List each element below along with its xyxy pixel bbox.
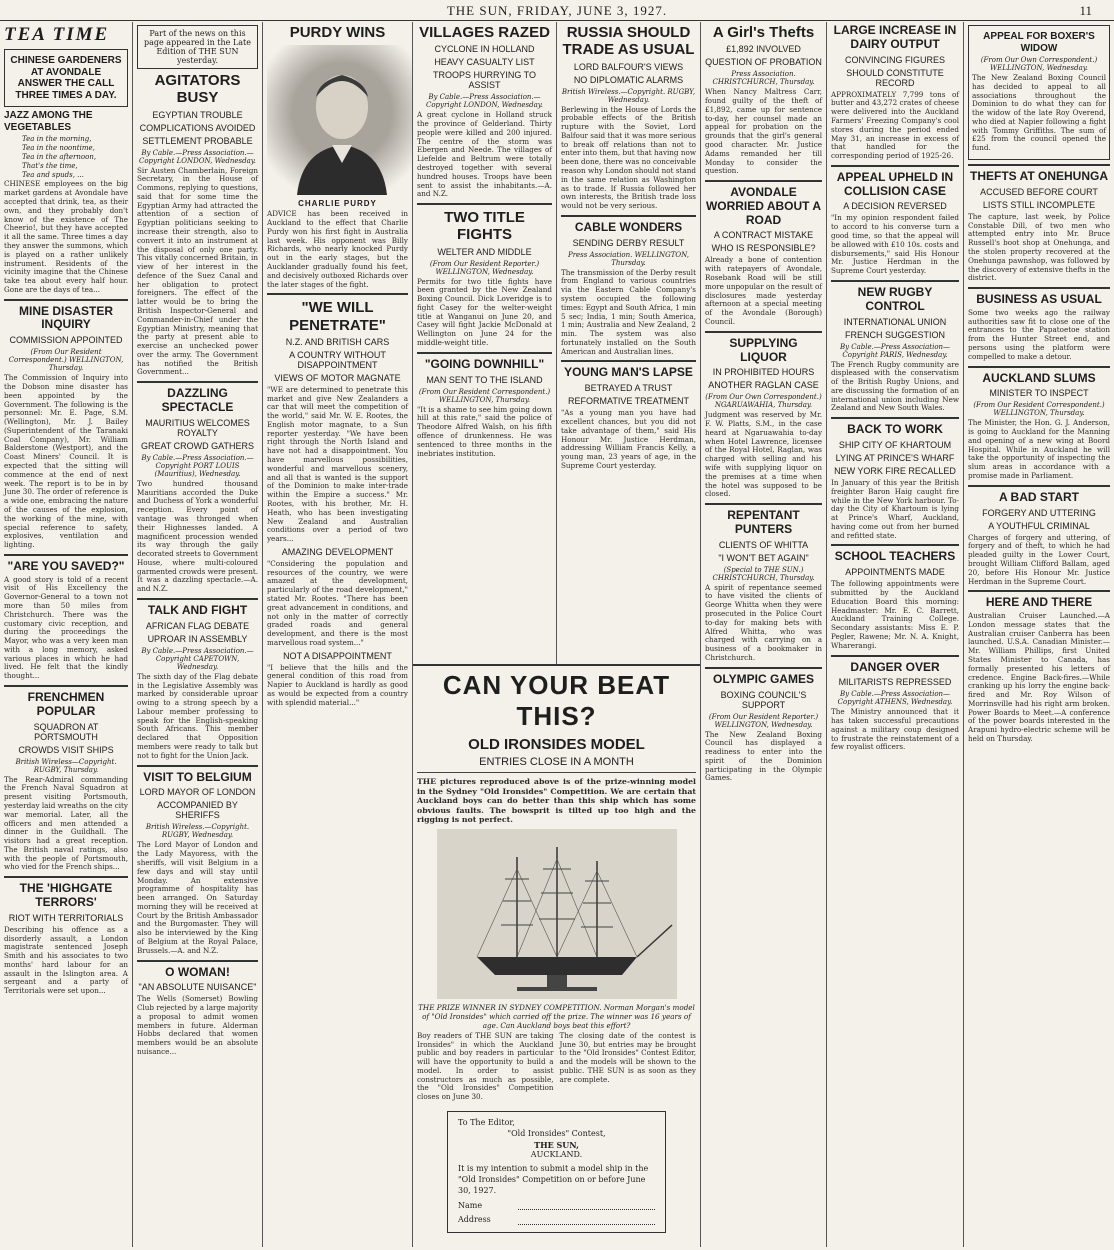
- column-2: [133, 22, 262, 1247]
- belgium-subheading: LORD MAYOR OF LONDON: [139, 787, 256, 798]
- masthead: [0, 0, 1114, 21]
- article-body: The Rear-Admiral commanding the French Naval Squadron at present visiting Portsmouth, yesterday laid wreaths on the city war memorial. Later, all the officers and men attended a dinner in the Guildhall. The visitors had a great reception. The British naval ratings, also with the people of Portsmouth, who vied for the French ships...: [4, 774, 128, 872]
- avondale-heading: AVONDALE WORRIED ABOUT A ROAD: [705, 185, 822, 227]
- widow-heading: APPEAL FOR BOXER'S WIDOW: [983, 31, 1095, 54]
- article-body: Already a bone of contention with ratepayers of Avondale, Rosebank Road will be still more unpopular on the result of disclosures made yesterday afternoon at a special meeting of the Avondale (Borough) Council.: [705, 255, 822, 326]
- dairy-heading: LARGE INCREASE IN DAIRY OUTPUT: [833, 23, 957, 51]
- divider: [4, 685, 128, 687]
- entry-coupon: [447, 1111, 666, 1233]
- article-body: In January of this year the British freighter Baron Haig caught fire while in the New York harbour. To-day the City of Khartoum is lying at Prince's Wharf, Auckland, having come out from her burned and refitted state.: [831, 477, 959, 540]
- feature-subheading: ENTRIES CLOSE IN A MONTH: [479, 756, 634, 769]
- article-body: "It is a shame to see him going down hill at this rate," said the police of Theodore Alfred Walsh, on his fifth offence of drunkenness. He was sentenced to three months in the inebriates institution.: [417, 404, 552, 458]
- poem-line: Tea in the morning,: [22, 135, 92, 143]
- russia-heading: RUSSIA SHOULD TRADE AS USUAL: [562, 24, 695, 59]
- column-6: [701, 22, 826, 1247]
- dateline: By Cable.—Press Association.—Copyright CAPETOWN, Wednesday.: [141, 646, 254, 671]
- divider: [561, 360, 696, 362]
- can-you-beat-this-feature: [413, 664, 700, 1247]
- dateline: (From Our Own Correspondent.) WELLINGTON, Wednesday.: [980, 56, 1098, 72]
- article-body: ADVICE has been received in Auckland to the effect that Charlie Purdy won his first fight in Australia last week. His opponent was Billy Richards, who nearly knocked Purdy out in the early stages, but the Aucklander gradually found his feet, and decisively outboxed Richards over the later stages of the fight.: [267, 209, 408, 289]
- article-body: Berlewing in the House of Lords the probable effects of the British rupture with the Soviet, Lord Balfour said that it was more serious to break off relations than not to enter into them, but that having now been done, there was no conceivable reason why London should not stand in the same relation as Washington as to trade. If Russia followed her own interests, the British trade loss would not be very serious.: [561, 104, 696, 211]
- article-body: Boy readers of THE SUN are taking Ironsides" in which the Auckland public and boy readers in particular will have the opportunity to build a model. In order to assist constructors as much as possible, the "Old Ironsides" Competition closes on June 30.: [417, 1030, 554, 1102]
- divider: [417, 203, 552, 205]
- poem-line: That's the time,: [22, 162, 78, 171]
- article-body: CHINESE employees on the big market gardens at Avondale have accepted that drink, tea, as their own, and they probably don't know of the existence of The Cheerio!, but they have accepted it all the same. Three times a day they answer the summons, which is played on a rather unlikely instrument. Residents of the vicinity imagine that the Chinese take tea about every half hour. Gone are the days of tea...: [4, 179, 128, 294]
- work-subheading: SHIP CITY OF KHARTOUM: [838, 439, 952, 450]
- article-body: The Wells (Somerset) Bowling Club rejected by a large majority a proposal to admit women members in future. Alderman Hobbs declared that women members would be an absolute nuisance...: [137, 994, 258, 1057]
- saved-heading: "ARE YOU SAVED?": [7, 558, 125, 573]
- feature-columns: [417, 1032, 696, 1105]
- talk-subheading: UPROAR IN ASSEMBLY: [147, 633, 248, 644]
- widow-box: [968, 25, 1110, 160]
- avondale-subheading: WHO IS RESPONSIBLE?: [711, 243, 816, 254]
- russia-subheading: LORD BALFOUR'S VIEWS: [573, 61, 684, 72]
- dateline: By Cable.—Press Association—Copyright ATHENS, Wednesday.: [837, 690, 953, 707]
- divider: [137, 381, 258, 383]
- mine-subheading: COMMISSION APPOINTED: [9, 335, 123, 346]
- dateline: Press Association. CHRISTCHURCH, Thursday.: [712, 70, 815, 87]
- article-body: The New Zealand Boxing Council has displayed a readiness to enter into the spirit of the Dominion participating in the Olympic Games.: [705, 729, 822, 783]
- onehunga-subheading: ACCUSED BEFORE COURT: [980, 186, 1098, 197]
- belgium-subheading: ACCOMPANIED BY SHERIFFS: [157, 800, 238, 821]
- onehunga-subheading: LISTS STILL INCOMPLETE: [982, 199, 1096, 210]
- article-body: When Nancy Maltress Carr, found guilty of the theft of £1,892, came up for sentence to-day, her counsel made an appeal for probation on the grounds that the girl's general good character. Mr. Justice Adams remanded her till Monday to consider the question.: [705, 87, 822, 176]
- name-blank[interactable]: [518, 1201, 655, 1210]
- coupon-contest: "Old Ironsides" Contest,: [507, 1128, 606, 1138]
- olympic-heading: OLYMPIC GAMES: [713, 671, 814, 686]
- masthead-title: THE SUN, FRIDAY, JUNE 3, 1927.: [446, 3, 668, 18]
- divider: [831, 280, 959, 282]
- dateline: British Wireless.—Copyright. RUGBY, Wednesday.: [145, 823, 250, 840]
- article-body: Two hundred thousand Mauritians accorded the Duke and Duchess of York a wonderful reception. Every point of vantage was thronged when their Highnesses landed. A magnificent procession wended its way through the gaily decorated streets to Government House, where multi-coloured garmented crowds were present. It was a dazzling spectacle.—A. and N.Z.: [137, 478, 258, 594]
- penetrate-subheading: A COUNTRY WITHOUT DISAPPOINTMENT: [289, 349, 386, 370]
- article-body: A great cyclone in Holland struck the province of Gelderland. Thirty people were killed and 200 injured. The centre of the storm was Ebergen and Neede. The villages of Liefelde and Beltrum were totally destroyed together with several hundred houses. Troops have been sent to assist the inhabitants.—A. and N.Z.: [417, 110, 552, 199]
- coupon-name-field[interactable]: [458, 1201, 655, 1212]
- villages-subheading: HEAVY CASUALTY LIST: [434, 57, 535, 68]
- article-body: A spirit of repentance seemed to have visited the clients of George Whitta when they were prosecuted in the Police Court to-day for making bets with Alfred Whitta, who was charged with carrying on a business of a bookmaker in Christchurch.: [705, 582, 822, 662]
- agitators-subheading: COMPLICATIONS AVOIDED: [139, 122, 256, 133]
- divider: [968, 485, 1110, 487]
- teachers-heading: SCHOOL TEACHERS: [834, 549, 956, 564]
- bad-start-subheading: FORGERY AND UTTERING: [982, 507, 1096, 518]
- work-heading: BACK TO WORK: [847, 422, 943, 437]
- mine-heading: MINE DISASTER INQUIRY: [18, 303, 113, 332]
- column-1: [0, 22, 132, 1247]
- punters-subheading: "I WON'T BET AGAIN": [718, 552, 809, 563]
- article-body: The transmission of the Derby result from England to various countries via the Eastern Cable Company's system occupied the following times: Egypt and South Africa, 1 min 5 sec; India, 1 min; South America, 1 min; Australia and New Zealand, 2 min. The system was also fortunately installed on the South American and Australian lines.: [561, 267, 696, 356]
- ship-caption: THE PRIZE WINNER IN SYDNEY COMPETITION. Norman Morgan's model of "Old Ironsides" which carried off the prize. The winner was 16 years of age. Can Auckland boys beat this effort?: [418, 1002, 695, 1030]
- article-body: "Considering the population and resources of the country, we were amazed at the development, particularly of the road development," stated Mr. Rootes. "There has been great advancement in conditions, and not only in the matter of correctly graded roads and general development, and there is the most marvellous road system...": [267, 558, 408, 647]
- bad-start-subheading: A YOUTHFUL CRIMINAL: [988, 520, 1090, 531]
- punters-heading: REPENTANT PUNTERS: [727, 508, 800, 536]
- divider: [968, 366, 1110, 368]
- villages-subheading: TROOPS HURRYING TO ASSIST: [432, 70, 537, 91]
- divider: [968, 287, 1110, 289]
- article-body: Some two weeks ago the railway authorities saw fit to close one of the entrances to the Papatoetoe station from the Hunter Street end, and persons using the platform were compelled to make a detour.: [968, 307, 1110, 361]
- avondale-subheading: A CONTRACT MISTAKE: [713, 230, 814, 241]
- french-heading: FRENCHMEN POPULAR: [27, 690, 105, 718]
- article-body: Permits for two title fights have been granted by the New Zealand Boxing Council. Dick Loveridge is to fight Casey for the welter-weight title at Wanganui on June 20, and Casey will fight Jackie McDonald at Wellington on June 24 for the middle-weight title.: [417, 276, 552, 348]
- rugby-subheading: INTERNATIONAL UNION: [843, 316, 947, 327]
- divider: [968, 164, 1110, 166]
- article-body: A good story is told of a recent visit of His Excellency the Governor-General to a town not more than 50 miles from Christchurch. There was the customary civic reception, and during the proceedings the Mayor, who was a very keen man with a long memory, asked various places in which he had lived. He felt that the kindly thought...: [4, 574, 128, 681]
- slums-heading: AUCKLAND SLUMS: [982, 370, 1096, 385]
- dateline: (From Our Resident Reporter.) WELLINGTON, Wednesday.: [708, 712, 819, 729]
- dazzling-heading: DAZZLING SPECTACLE: [161, 386, 234, 415]
- article-body: Describing his offence as a disorderly assault, a London magistrate sentenced Joseph Smith and his associates to two months' hard labour for an assault in the Islington area. A sergeant and a party of Territorials were set upon...: [4, 924, 128, 996]
- divider: [417, 772, 696, 773]
- portrait-photo: [267, 45, 412, 195]
- tea-time-heading: TEA TIME: [4, 24, 110, 45]
- appeal-subheading: A DECISION REVERSED: [843, 201, 947, 212]
- article-body: The French Rugby community are displeased with the conservatism of the British Rugby Unions, and are discussing the formation of an international union including New Zealand and New South Wales.: [831, 359, 959, 413]
- downhill-heading: "GOING DOWNHILL": [424, 356, 545, 371]
- divider: [705, 180, 822, 182]
- lapse-subheading: REFORMATIVE TREATMENT: [567, 396, 689, 407]
- penetrate-subheading: VIEWS OF MOTOR MAGNATE: [274, 372, 401, 383]
- punters-subheading: CLIENTS OF WHITTA: [718, 539, 809, 550]
- title-fights-subheading: WELTER AND MIDDLE: [437, 246, 532, 257]
- coupon-address-label: Address: [458, 1215, 491, 1225]
- divider: [137, 598, 258, 600]
- lapse-heading: YOUNG MAN'S LAPSE: [564, 365, 693, 380]
- divider: [968, 590, 1110, 592]
- agitators-subheading: SETTLEMENT PROBABLE: [142, 135, 253, 146]
- divider: [705, 331, 822, 333]
- liquor-heading: SUPPLYING LIQUOR: [729, 335, 798, 364]
- agitators-heading: AGITATORS BUSY: [154, 72, 241, 107]
- talk-heading: TALK AND FIGHT: [147, 603, 248, 617]
- article-body: "In my opinion respondent failed to accord to his converse turn a good time, so that the appeal will be allowed with £10 10s. costs and disbursements," said His Honour Mr. Justice Herdman in the Supreme Court yesterday.: [831, 213, 959, 276]
- tea-time-subheading: CHINESE GARDENERS AT AVONDALE ANSWER THE CALL THREE TIMES A DAY.: [10, 55, 122, 101]
- poem-line: Tea in the afternoon,: [22, 153, 97, 162]
- coupon-city: AUCKLAND.: [530, 1150, 583, 1160]
- divider: [137, 765, 258, 767]
- divider: [831, 544, 959, 546]
- french-subheading: SQUADRON AT PORTSMOUTH: [33, 721, 99, 742]
- danger-subheading: MILITARISTS REPRESSED: [838, 677, 952, 688]
- dateline: (From Our Own Correspondent.) NGARUAWAHIA, Thursday.: [705, 393, 822, 410]
- woman-subheading: "AN ABSOLUTE NUISANCE": [138, 982, 257, 993]
- divider: [4, 554, 128, 556]
- divider: [267, 293, 408, 295]
- article-body: The New Zealand Boxing Council has decided to appeal to all associations throughout the Dominion to do what they can for the widow of the late Roy Overend, who died at Napier following a fight with Tommy Griffiths. The sum of £25 from the council opened the fund.: [972, 73, 1106, 153]
- divider: [705, 667, 822, 669]
- dateline: By Cable.—Press Association.—Copyright LONDON, Wednesday.: [138, 148, 256, 165]
- coupon-name-label: Name: [458, 1200, 483, 1210]
- rugby-heading: NEW RUGBY CONTROL: [857, 284, 933, 313]
- liquor-subheading: IN PROHIBITED HOURS: [712, 367, 815, 378]
- coupon-paper: THE SUN,: [534, 1139, 579, 1150]
- dateline: (Special to THE SUN.) CHRISTCHURCH, Thursday.: [712, 565, 815, 582]
- highgate-subheading: RIOT WITH TERRITORIALS: [8, 912, 124, 923]
- danger-heading: DANGER OVER: [850, 659, 940, 674]
- feature-heading: CAN YOUR BEAT THIS?: [442, 670, 671, 731]
- agitators-subheading: EGYPTIAN TROUBLE: [152, 109, 243, 120]
- lapse-subheading: BETRAYED A TRUST: [584, 383, 673, 394]
- column-3: [263, 22, 412, 1247]
- highgate-heading: THE 'HIGHGATE TERRORS': [19, 881, 113, 909]
- villages-heading: VILLAGES RAZED: [419, 24, 550, 41]
- divider: [561, 215, 696, 217]
- jazz-heading: JAZZ AMONG THE VEGETABLES: [4, 110, 93, 133]
- dairy-subheading: SHOULD CONSTITUTE RECORD: [846, 67, 944, 88]
- coupon-address-field[interactable]: [458, 1215, 655, 1226]
- appeal-heading: APPEAL UPHELD IN COLLISION CASE: [836, 169, 954, 198]
- french-subheading: CROWDS VISIT SHIPS: [18, 744, 114, 755]
- cable-heading: CABLE WONDERS: [574, 219, 683, 234]
- coupon-intent: It is my intention to submit a model ship in the "Old Ironsides" Competition on or before June 30, 1927.: [458, 1164, 649, 1195]
- villages-subheading: CYCLONE IN HOLLAND: [434, 44, 535, 55]
- page-number: 11: [1079, 3, 1092, 18]
- dazzling-subheading: GREAT CROWD GATHERS: [140, 440, 254, 451]
- tea-time-box: [4, 49, 128, 107]
- article-body: The Minister, the Hon. G. J. Anderson, is going to Auckland for the Manning and opening of a new wing at Boord Hospital. While in Auckland he will take the opportunity of inspecting the slum areas in accordance with a promise made in Parliament.: [968, 418, 1110, 481]
- article-body: Australian Cruiser Launched.—A London message states that the Australian cruiser Canberra has been launched. U.S.A. Canadian Minister.—Mr. William Phillips, first United States Minister to Canada, has formally presented his letters of credence. Engine Back-fires.—While cranking up his lorry the engine back-fired and Mr. Roy Wilson of Morrinsville had his right arm broken. Power Boards to Meet.—A conference of the power boards interested in the Arapuni hydro-electric scheme will be held on Thursday.: [968, 611, 1110, 744]
- address-blank[interactable]: [518, 1216, 655, 1225]
- dateline: (From Our Resident Correspondent.) WELLINGTON, Thursday.: [418, 387, 551, 404]
- ship-model-photo: [437, 829, 677, 999]
- teachers-subheading: APPOINTMENTS MADE: [845, 567, 945, 578]
- olympic-subheading: BOXING COUNCIL'S SUPPORT: [720, 689, 807, 710]
- article-body: The following appointments were submitted by the Auckland Education Board this morning: Headmaster: Mr. E. C. Barrett, Auckland Training College. Secondary assistants: Miss E. P. Pegler, Rawene; Mr. N. A. Knight, Wharerangi.: [831, 579, 959, 650]
- dateline: Press Association. WELLINGTON, Thursday.: [567, 250, 689, 267]
- here-there-heading: HERE AND THERE: [985, 595, 1093, 610]
- amazing-subheading: AMAZING DEVELOPMENT: [281, 546, 394, 557]
- article-body: Judgment was reserved by Mr. F. W. Platts, S.M., in the case heard at Ngaruawahia to-day when Hotel Lawrence, licensee of the Royal Hotel, Raglan, was charged with selling and his wife with supplying liquor on the premises at a time when the hotel was supposed to be closed.: [705, 410, 822, 499]
- article-body: APPROXIMATELY 7,799 tons of butter and 43,272 crates of cheese were delivered into the Auckland Farmers' Freezing Company's cool stores during the period ended May 31, an increase in excess of that handled for the corresponding period of 1925-26.: [831, 89, 959, 161]
- article-body: The capture, last week, by Police Constable Dill, of two men who attempted entry into Mr. Bruce Russell's boot shop at Onehunga, and the stolen property recovered at the Onehunga pawnshop, was followed by the discovery of extensive thefts in the district.: [968, 211, 1110, 283]
- tea-poem: [4, 135, 128, 180]
- bad-start-heading: A BAD START: [999, 489, 1079, 504]
- dateline: By Cable.—Press Association.—Copyright PORT LOUIS (Mauritius), Wednesday.: [141, 453, 254, 478]
- divider: [831, 417, 959, 419]
- divider: [831, 655, 959, 657]
- article-body: "I believe that the hills and the general condition of this road from Napier to Auckland is hardly as good as would be expected from a country with splendid material...": [267, 662, 408, 707]
- article-body: "WE are determined to penetrate this market and give New Zealanders a car that will meet the competition of the world," said Mr. W. E. Rootes, the English motor magnate, to a Sun reporter yesterday. "We have been right through the North Island and have not had a disappointment. You have marvellous possibilities, wonderful and marvellous scenery, and all that is wanted is the support of the Dominion to make inter-trade within the Empire a success." Mr. Rootes, with his brother, Mr. H. Heath, who has been investigating New Zealand and Australian conditions over a period of two years...: [267, 384, 408, 544]
- article-body: The sixth day of the Flag debate in the Legislative Assembly was marked by considerable uproar owing to a strong speech by a Labour member professing to speak for the English-speaking South Africans. This member declared that Opposition members were ready to talk but not to fight for the Union Jack.: [137, 671, 258, 760]
- purdy-heading: PURDY WINS: [289, 24, 386, 41]
- dateline: (From Our Resident Correspondent.) WELLINGTON, Thursday.: [973, 401, 1105, 418]
- coupon-to: To The Editor,: [458, 1118, 515, 1127]
- dateline: British Wireless.—Copyright. RUGBY, Wednesday.: [561, 87, 696, 104]
- poem-line: Tea in the noontime,: [22, 144, 95, 153]
- portrait-caption: CHARLIE PURDY: [298, 199, 377, 209]
- column-4: [413, 22, 556, 662]
- feature-subheading: OLD IRONSIDES MODEL: [468, 736, 645, 753]
- feature-intro: THE pictures reproduced above is of the prize-winning model in the Sydney "Old Ironsides" Competition. We are certain that Auckland boys can do better than this ship which has some obvious faults. The bowsprit is tilted up too high and the rigging is not perfect.: [417, 777, 696, 825]
- divider: [831, 165, 959, 167]
- column-5: [557, 22, 700, 662]
- dateline: By Cable.—Press Association—Copyright PARIS, Wednesday.: [839, 342, 951, 359]
- downhill-subheading: MAN SENT TO THE ISLAND: [426, 374, 543, 385]
- article-body: The Commission of Inquiry into the Dobson mine disaster has been appointed by the Government. The following is the personnel: Mr. E. Page, S.M. (Wellington), Mr. J. Bailey (Superintendent of the Taranaki Coal Company), Mr. William Balderstone (Westport), and the Coast Miners' Council. It is expected that the sitting will commence at the end of next week. The report is to be in by June 30. The order of reference is a wide one, embracing the nature of the causes of the explosion, the working of the mine, with special reference to safety, explosives, ventilation and lighting.: [4, 373, 128, 550]
- work-subheading: LYING AT PRINCE'S WHARF: [835, 452, 955, 463]
- title-fights-heading: TWO TITLE FIGHTS: [444, 209, 525, 244]
- talk-subheading: AFRICAN FLAG DEBATE: [145, 620, 250, 631]
- article-body: Sir Austen Chamberlain, Foreign Secretary, in the House of Commons, replying to questions, said that for some time the Egyptian Army had attracted the attention of a section of Egyptian politicians seeking to increase their strength, also to convert it into an instrument at the disposal of only one party. This vitally concerned Britain, in view of her interest in the defence of the Suez Canal and her obligation to protect foreigners. The effect of the latter would be to bring the British Inspector-General and Commander-in-Chief under the Egyptian Ministry, meaning that the party at present able to exercise an unchecked power over the army. The Government has notified the British Government...: [137, 165, 258, 377]
- woman-heading: O WOMAN!: [165, 964, 230, 979]
- dairy-subheading: CONVINCING FIGURES: [844, 54, 945, 65]
- column-8: [964, 22, 1114, 1247]
- poem-line: Tea and spuds, ...: [22, 171, 84, 180]
- not-disappointment-subheading: NOT A DISAPPOINTMENT: [283, 650, 392, 661]
- intro-notice: Part of the news on this page appeared in the Late Edition of THE SUN yesterday.: [137, 25, 258, 69]
- belgium-heading: VISIT TO BELGIUM: [143, 769, 252, 784]
- liquor-subheading: ANOTHER RAGLAN CASE: [708, 380, 819, 391]
- divider: [417, 352, 552, 354]
- dateline: (From Our Resident Correspondent.) WELLINGTON, Thursday.: [8, 348, 124, 373]
- divider: [4, 876, 128, 878]
- work-subheading: NEW YORK FIRE RECALLED: [834, 465, 956, 476]
- article-body: The Lord Mayor of London and the Lady Mayoress, with the sheriffs, will visit Belgium in a few days and will stay until Monday. An extensive programme of hospitality has been arranged. On Saturday morning they will be received at Court by the British Ambassador and the Burgomaster. They will also be interviewed by the King of Belgium at the Royal Palace, Brussels.—A. and N.Z.: [137, 840, 258, 955]
- onehunga-heading: THEFTS AT ONEHUNGA: [970, 169, 1108, 184]
- divider: [705, 503, 822, 505]
- article-body: Charges of forgery and uttering, of forgery and of theft, to which he had pleaded guilty in the Lower Court, brought William Clifford Ballam, aged 20, before His Honour Mr. Justice Herdman in the Supreme Court.: [968, 532, 1110, 586]
- divider: [4, 299, 128, 301]
- article-body: "As a young man you have had excellent chances, but you did not take advantage of them," said His Honour Mr. Justice Herdman, addressing William Francis Kelly, a young man, 23 years of age, in the Supreme Court yesterday.: [561, 408, 696, 470]
- divider: [137, 960, 258, 962]
- dateline: By Cable.—Press Association.—Copyright LONDON, Wednesday.: [425, 93, 543, 110]
- article-body: The Ministry announced that it has taken successful precautions against a military coup designed to frustrate the reinstatement of a few royalist officers.: [831, 707, 959, 752]
- girl-thefts-subheading: QUESTION OF PROBATION: [705, 57, 822, 68]
- girl-thefts-subheading: £1,892 INVOLVED: [726, 44, 801, 55]
- rugby-subheading: FRENCH SUGGESTION: [844, 329, 945, 340]
- dateline: (From Our Resident Reporter.) WELLINGTON, Wednesday.: [429, 259, 540, 276]
- dazzling-subheading: MAURITIUS WELCOMES ROYALTY: [145, 417, 250, 438]
- slums-subheading: MINISTER TO INSPECT: [989, 388, 1089, 399]
- penetrate-subheading: N.Z. AND BRITISH CARS: [285, 336, 390, 347]
- business-heading: BUSINESS AS USUAL: [976, 292, 1102, 307]
- girl-thefts-heading: A Girl's Thefts: [712, 24, 815, 41]
- article-body: The closing date of the contest is June 30, but entries may be brought to the "Old Ironsides" Contest Editor, and the models will be shown to the public. THE SUN is as soon as they are complete.: [559, 1030, 696, 1084]
- dateline: British Wireless—Copyright. RUGBY, Thursday.: [15, 757, 117, 774]
- column-7: [827, 22, 963, 1247]
- cable-subheading: SENDING DERBY RESULT: [572, 237, 685, 248]
- russia-subheading: NO DIPLOMATIC ALARMS: [573, 74, 684, 85]
- penetrate-heading: "WE WILL PENETRATE": [289, 299, 386, 334]
